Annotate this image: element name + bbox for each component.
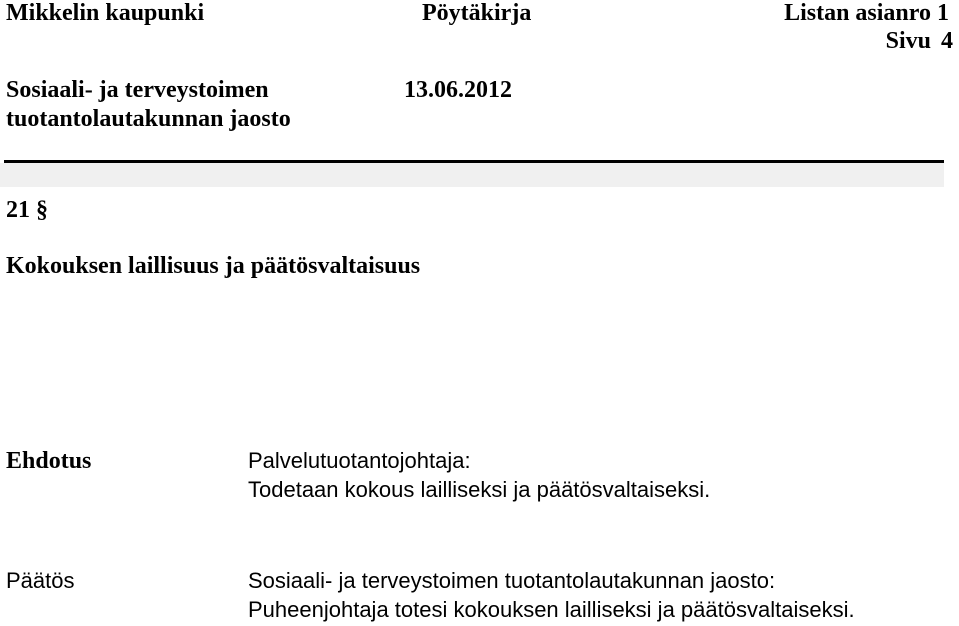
header-organization: Mikkelin kaupunki [6, 0, 205, 26]
committee-line-1: Sosiaali- ja terveystoimen [6, 77, 269, 103]
proposal-label: Ehdotus [6, 448, 92, 474]
proposal-text-line-2: Todetaan kokous lailliseksi ja päätösvaltaiseksi. [248, 477, 711, 502]
page-label: Sivu [885, 28, 931, 54]
committee-name [6, 76, 326, 134]
decision-label: Päätös [6, 568, 75, 593]
header-band [0, 163, 944, 187]
header-page-indicator [886, 27, 953, 55]
meeting-date: 13.06.2012 [404, 77, 512, 103]
proposal-text-line-1: Palvelutuotantojohtaja: [248, 448, 471, 473]
committee-line-2: tuotantolautakunnan jaosto [6, 106, 291, 132]
page-number: 4 [941, 28, 953, 54]
section-number: 21 § [6, 197, 48, 223]
decision-text-line-2: Puheenjohtaja totesi kokouksen lailliseksi ja päätösvaltaiseksi. [248, 597, 855, 622]
header-list-item: Listan asianro 1 [784, 0, 949, 26]
decision-text-line-1: Sosiaali- ja terveystoimen tuotantolautakunnan jaosto: [248, 568, 776, 593]
section-title: Kokouksen laillisuus ja päätösvaltaisuus [6, 253, 421, 279]
header-document-type: Pöytäkirja [422, 0, 532, 26]
